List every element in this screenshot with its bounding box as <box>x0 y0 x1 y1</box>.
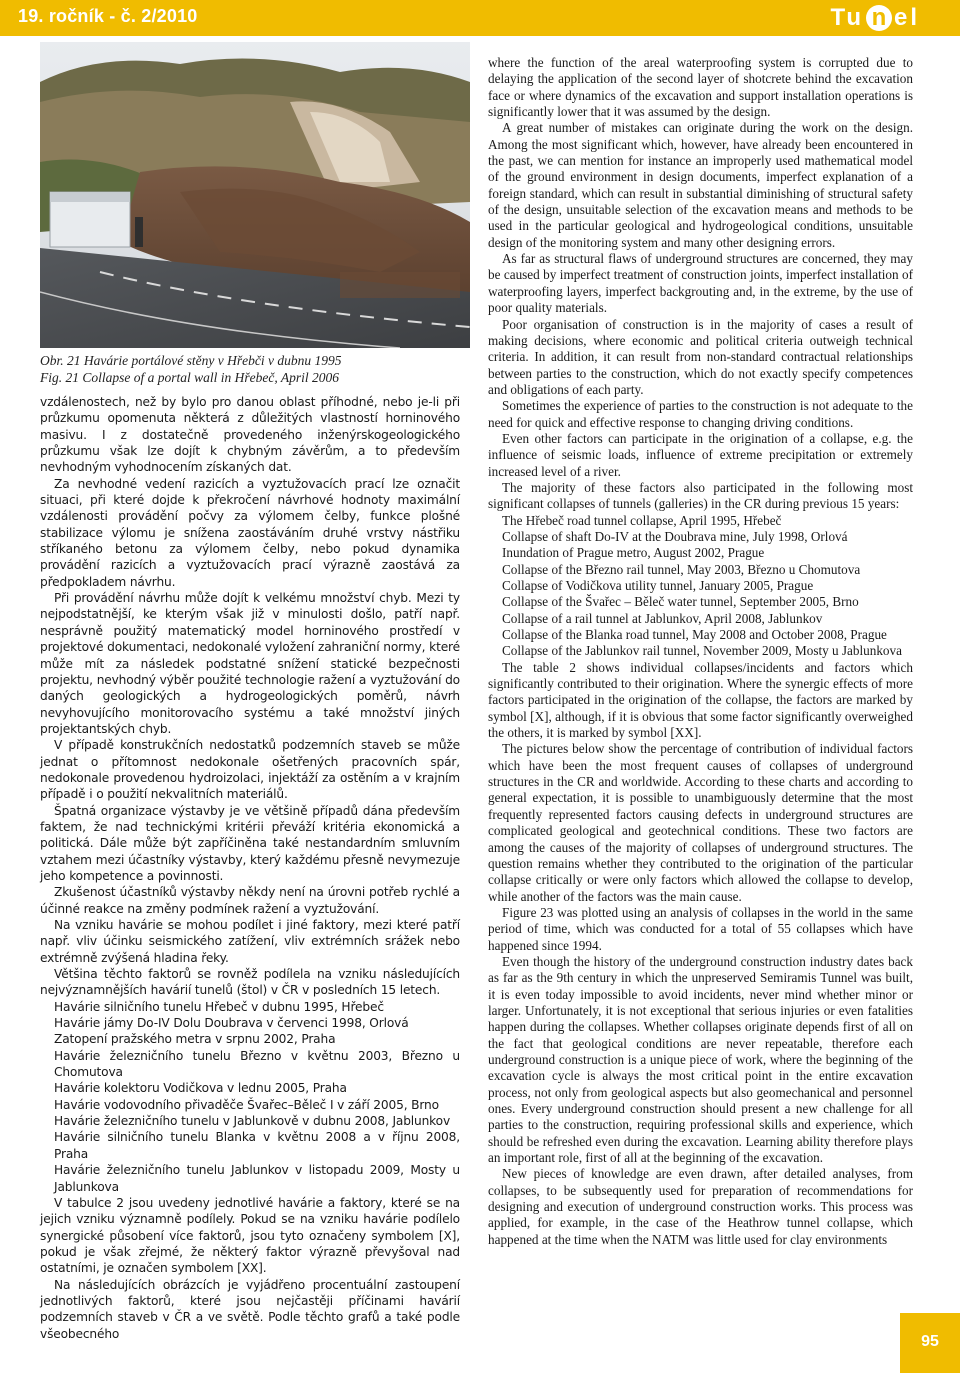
paragraph: Na následujících obrázcích je vyjádřeno procentuální zastoupení jednotlivých faktorů, které jsou nejčastěji příčinami havárií podzemních staveb v ČR a ve světě. Podle těchto grafů a také podle všeobecného <box>40 1277 460 1341</box>
list-item: Havárie kolektoru Vodičkova v lednu 2005, Praha <box>54 1081 347 1096</box>
paragraph: Za nevhodné vedení razicích a vyztužovacích prací lze označit situaci, při které dojde k překročení návrhové hodnoty maximální vzdálenosti provádění počvy za výlomem čelby, funkce plošné stabilizace výlomu je snížena zaostáváním druhé vrstvy nástřiku stříkaného betonu za výlomem čelby, nebo pokud dynamika provádění razicích a vyztužovacích prací výrazně zaostává za předpokladem návrhu. <box>40 476 460 589</box>
list-item: Havárie silničního tunelu Hřebeč v dubnu 1995, Hřebeč <box>54 999 384 1014</box>
paragraph: Even though the history of the underground construction industry dates back as far as the 9th century in which the unpreserved Semiramis Tunnel was built, it is even today impossible to avoid incidents, never mind whether minor or larger. Unfortunately, it is not exceptional that serious injuries or even fatalities happen during the collapses. Whether collapses originate depends first of all on the fact that geological conditions are never repeatable, therefore each underground construction is a unique piece of work, where the beginning of the excavation cycle is always the most critical point in the entire excavation process, not only from geological aspects but also geomechanical and personnel ones. Every underground construction should present a new challenge for all parties to the construction, requiring professional skills and experience, which should be refreshed even during the excavation. Learning ability therefore plays an important role, first of all at the beginning of the excavation. <box>488 953 913 1166</box>
paragraph: Even other factors can participate in the origination of a collapse, e.g. the influence of seismic loads, influence of extreme precipitation or extremely increased level of a river. <box>488 430 913 479</box>
caption-english: Fig. 21 Collapse of a portal wall in Hřebeč, April 2006 <box>40 370 339 385</box>
portal-collapse-photo <box>40 42 470 348</box>
paragraph: V tabulce 2 jsou uvedeny jednotlivé havárie a faktory, které se na jejich vzniku významně podílely. Pokud se na vzniku havárie podílelo synergické působení více faktorů, jsou tyto označeny symbolem [X], pokud je však zřejmé, že některý faktor výrazně převyšoval nad ostatními, je označen symbolem [XX]. <box>40 1195 460 1276</box>
list-item: Zatopení pražského metra v srpnu 2002, Praha <box>54 1032 336 1047</box>
issue-label: 19. ročník - č. 2/2010 <box>18 6 198 26</box>
header-bar <box>0 0 960 36</box>
list-item: Havárie jámy Do-IV Dolu Doubrava v červenci 1998, Orlová <box>54 1016 409 1031</box>
paragraph: A great number of mistakes can originate during the work on the design. Among the most significant which, however, have already been encountered in the past, we can mention for instance an improperly used mathematical model of the ground environment in design documents, imperfect explanation of a foreign standard, which can result in substantial diminishing of structural safety of the design, unsuitable selection of the excavation means and methods to be used in the particular geological and hydrogeological conditions, unsuitable design of the monitoring system and many other designing errors. <box>488 120 913 250</box>
paragraph: The majority of these factors also participated in the following most significant collapses of tunnels (galleries) in the CR during previous 15 years: <box>488 479 913 512</box>
paragraph: Na vzniku havárie se mohou podílet i jiné faktory, mezi které patří např. vliv účinku seismického zatížení, vliv extrémních srážek nebo extrémně zvýšená hladina řeky. <box>40 918 460 965</box>
paragraph: Poor organisation of construction is in the majority of cases a result of making decisions, where economic and political criteria outweigh technical criteria. In addition, it can result from non-standard contractual relationships between parties to the construction, which do not exactly specify competences and obligations of each party. <box>488 316 913 397</box>
paragraph: Špatná organizace výstavby je ve většině případů dána především faktem, že nad technickými kritérii převáží kritéria ekonomická a politická. Dále může být zapříčiněna také nestandardním smluvním vztahem mezi účastníky výstavby, který každému přesně nevymezuje jeho kompetence a povinnosti. <box>40 803 460 883</box>
figure-caption <box>40 352 470 386</box>
list-item: Havárie železničního tunelu v Jablunkově v dubnu 2008, Jablunkov <box>54 1114 451 1129</box>
list-item: Collapse of the Jablunkov rail tunnel, November 2009, Mosty u Jablunkova <box>502 643 902 659</box>
paragraph: Při provádění návrhu může dojít k velkému množství chyb. Mezi ty nejpodstatnější, ke kterým však již v minulosti došlo, patří např. nesprávně použitý matematický model horninového prostředí v projektové dokumentaci, nedokonalé vyložení zahraniční normy, které může mít za následek podstatné snížení statické bezpečnosti projektu, nevhodný výběr použité technologie ražení a vyztužování do daných geologických a hydrogeologických poměrů, návrh nevyhovujícího monitorovacího systému a také množství jiných projektantských chyb. <box>40 591 460 736</box>
paragraph: As far as structural flaws of underground structures are concerned, they may be caused by imperfect treatment of construction joints, imperfect installation of waterproofing layers, imperfect backgrouting and, in the extreme, by the use of poor quality materials. <box>488 251 913 316</box>
list-item: Havárie vodovodního přivaděče Švařec–Běleč I v září 2005, Brno <box>54 1097 439 1112</box>
photo-illustration <box>40 42 470 348</box>
list-item: Collapse of the Březno rail tunnel, May 2003, Březno u Chomutova <box>502 561 861 577</box>
left-column-czech <box>40 394 460 1342</box>
list-item: Havárie silničního tunelu Blanka v květnu 2008 a v říjnu 2008, Praha <box>54 1130 460 1161</box>
paragraph: New pieces of knowledge are even drawn, after detailed analyses, from collapses, to be subsequently used for preparation of recommendations for designing and execution of underground construction works. This process was applied, for example, in the case of the Heathrow tunnel collapse, which happened at the time when the NATM was little used for clay environments <box>488 1166 913 1247</box>
paragraph: The pictures below show the percentage of contribution of individual factors which have been the most frequent causes of collapses of underground structures in the CR and worldwide. According to these charts and according to general expectation, it is possible to unambiguously determine that the most frequently represented factors causing defects in underground structures are complicated geological and geotechnical conditions. These two factors are among the causes of the majority of collapses of underground structures. The question remains whether they contributed to the origination of the particular collapse critically or were only factors which allowed the collapse to develop, while another of the factors was the main cause. <box>488 741 913 904</box>
list-item: Havárie železničního tunelu Březno v květnu 2003, Březno u Chomutova <box>54 1048 460 1080</box>
paragraph: The table 2 shows individual collapses/incidents and factors which significantly contributed to their origination. Where the synergic effects of more factors participated in the origination of the collapse, the factors are marked by symbol [X], although, if it is obvious that some factor significantly overweighed the others, it is marked by symbol [XX]. <box>488 659 913 741</box>
paragraph: where the function of the areal waterproofing system is corrupted due to delaying the application of the second layer of shotcrete behind the excavation face or where dynamics of the excavation and support installation operations is significantly lower that it was assumed by the design. <box>488 55 913 120</box>
list-item: Collapse of the Blanka road tunnel, May 2008 and October 2008, Prague <box>502 627 887 643</box>
right-column-english <box>488 55 913 1248</box>
logo-mark: n <box>866 5 892 31</box>
paragraph: Zkušenost účastníků výstavby někdy není na úrovni potřeb rychlé a účinné reakce na změny podmínek ražení a vyztužování. <box>40 885 460 916</box>
list-item: Collapse of shaft Do-IV at the Doubrava mine, July 1998, Orlová <box>502 528 848 544</box>
collapse-list-czech <box>40 999 460 1195</box>
page-number: 95 <box>921 1333 939 1350</box>
list-item: Inundation of Prague metro, August 2002, Prague <box>502 545 765 561</box>
paragraph: V případě konstrukčních nedostatků podzemních staveb se může jednat o přítomnost nedokonale ošetřených pracovních spár, nedokonale provedenou hydroizolaci, injektáží za ostěním a v krajním případě i o použití nekvalitních materiálů. <box>40 738 460 802</box>
list-item: Havárie železničního tunelu Jablunkov v listopadu 2009, Mosty u Jablunkova <box>54 1163 460 1194</box>
list-item: Collapse of Vodičkova utility tunnel, January 2005, Prague <box>502 578 814 593</box>
paragraph: Sometimes the experience of parties to the construction is not adequate to the need for quick and effective response to changing driving conditions. <box>488 398 913 430</box>
paragraph: Většina těchto faktorů se rovněž podílela na vzniku následujících nejvýznamnějších havárií tunelů (štol) v ČR v posledních 15 letech. <box>40 967 460 998</box>
logo-text-right: el <box>893 4 920 31</box>
list-item: Collapse of the Švařec – Běleč water tunnel, September 2005, Brno <box>502 594 859 610</box>
list-item: Collapse of a rail tunnel at Jablunkov, April 2008, Jablunkov <box>502 610 823 626</box>
collapse-list-english <box>488 513 913 660</box>
page-number-box <box>900 1313 960 1373</box>
tunel-logo <box>830 4 920 32</box>
list-item: The Hřebeč road tunnel collapse, April 1995, Hřebeč <box>502 512 782 528</box>
paragraph: vzdálenostech, než by bylo pro danou oblast příhodné, nebo je-li při průzkumu opomenuta některá z důležitých vlastností horninového masivu. I z dostatečně provedeného inženýrskogeologického průzkumu však lze dojít k chybným závěrům, a to především nevhodným vyhodnocením získaných dat. <box>40 395 460 475</box>
paragraph: Figure 23 was plotted using an analysis of collapses in the world in the same period of time, which was conducted for a total of 55 collapses which have happened since 1994. <box>488 904 913 953</box>
caption-czech: Obr. 21 Havárie portálové stěny v Hřebči v dubnu 1995 <box>40 353 342 368</box>
logo-text-left: Tu <box>830 4 864 31</box>
